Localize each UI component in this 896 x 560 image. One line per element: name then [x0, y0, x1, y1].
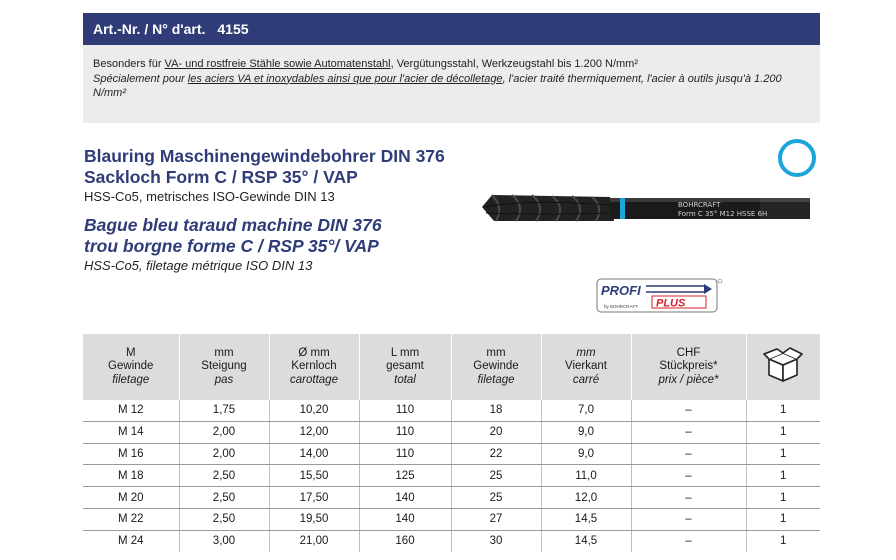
cell-square: 7,0	[541, 400, 631, 421]
cell-square: 9,0	[541, 443, 631, 465]
cell-qty: 1	[746, 421, 820, 443]
cell-pitch: 1,75	[179, 400, 269, 421]
cell-thread-len: 27	[451, 508, 541, 530]
cell-qty: 1	[746, 400, 820, 421]
col-header-pitch: mm Steigung pas	[179, 334, 269, 400]
cell-price: –	[631, 530, 746, 551]
description-fr	[93, 72, 810, 101]
cell-pitch: 2,50	[179, 487, 269, 509]
cell-length: 160	[359, 530, 451, 551]
cell-core: 12,00	[269, 421, 359, 443]
cell-thread-len: 25	[451, 487, 541, 509]
table-row	[83, 530, 820, 551]
col-header-thread-length: mm Gewinde filetage	[451, 334, 541, 400]
col-header-thread: M Gewinde filetage	[83, 334, 179, 400]
title-fr-line2: trou borgne forme C / RSP 35°/ VAP	[84, 236, 379, 256]
col-header-price: CHF Stückpreis* prix / pièce*	[631, 334, 746, 400]
description-fr-after: , l'acier traité thermiquement, l'acier à outils jusqu'à 1.200 N/mm²	[93, 72, 782, 99]
cell-price: –	[631, 508, 746, 530]
cell-price: –	[631, 487, 746, 509]
description-fr-before: Spécialement pour	[93, 72, 188, 85]
cell-qty: 1	[746, 487, 820, 509]
cell-core: 17,50	[269, 487, 359, 509]
cell-qty: 1	[746, 465, 820, 487]
cell-thread: M 14	[83, 421, 179, 443]
col-header-square: mm Vierkant carré	[541, 334, 631, 400]
cell-price: –	[631, 400, 746, 421]
cell-square: 14,5	[541, 508, 631, 530]
description-box	[83, 45, 820, 123]
table-row	[83, 465, 820, 487]
cell-length: 140	[359, 487, 451, 509]
cell-thread-len: 22	[451, 443, 541, 465]
title-fr-line1: Bague bleu taraud machine DIN 376	[84, 215, 382, 235]
cell-thread-len: 25	[451, 465, 541, 487]
cell-length: 110	[359, 400, 451, 421]
cell-length: 110	[359, 443, 451, 465]
subtitle-de: HSS-Co5, metrisches ISO-Gewinde DIN 13	[84, 189, 335, 204]
table-row	[83, 421, 820, 443]
col-header-core: Ø mm Kernloch carottage	[269, 334, 359, 400]
tool-brand-text: BOHRCRAFT	[678, 201, 721, 209]
tool-marking-text: Form C 35° M12 HSSE 6H	[678, 210, 768, 218]
description-de-after: , Vergütungsstahl, Werkzeugstahl bis 1.200 N/mm²	[390, 58, 639, 70]
cell-length: 125	[359, 465, 451, 487]
cell-square: 9,0	[541, 421, 631, 443]
cell-qty: 1	[746, 508, 820, 530]
cell-qty: 1	[746, 443, 820, 465]
cell-pitch: 3,00	[179, 530, 269, 551]
logo-word-plus: PLUS	[656, 297, 686, 310]
description-de-before: Besonders für	[93, 58, 165, 70]
table-header-row	[83, 334, 820, 400]
description-de	[93, 57, 810, 72]
article-number-bar	[83, 13, 820, 45]
col-header-package	[746, 334, 820, 400]
subtitle-fr: HSS-Co5, filetage métrique ISO DIN 13	[84, 258, 313, 273]
cell-core: 21,00	[269, 530, 359, 551]
article-number-value: 4155	[217, 21, 249, 37]
col-header-length: L mm gesamt total	[359, 334, 451, 400]
blue-ring-icon	[778, 139, 816, 177]
cell-pitch: 2,00	[179, 443, 269, 465]
cell-pitch: 2,50	[179, 508, 269, 530]
cell-price: –	[631, 443, 746, 465]
cell-thread-len: 30	[451, 530, 541, 551]
cell-core: 10,20	[269, 400, 359, 421]
table-row	[83, 487, 820, 509]
profi-plus-logo	[596, 278, 724, 314]
table-row	[83, 400, 820, 421]
cell-thread: M 24	[117, 535, 144, 548]
cell-core: 15,50	[269, 465, 359, 487]
article-number-label: Art.-Nr. / N° d'art.	[93, 21, 206, 37]
cell-qty: 1	[746, 530, 820, 551]
cell-thread: M 18	[83, 465, 179, 487]
title-de-line2: Sackloch Form C / RSP 35° / VAP	[84, 167, 358, 187]
description-de-underlined: VA- und rostfreie Stähle sowie Automatenstahl	[164, 58, 391, 70]
cell-pitch: 2,00	[179, 421, 269, 443]
cell-length: 110	[359, 421, 451, 443]
cell-core: 19,50	[269, 508, 359, 530]
cell-thread-len: 20	[451, 421, 541, 443]
cell-square: 12,0	[541, 487, 631, 509]
cell-thread: M 12	[83, 400, 179, 421]
cell-pitch: 2,50	[179, 465, 269, 487]
description-fr-underlined: les aciers VA et inoxydables ainsi que pour l'acier de décolletage	[187, 72, 503, 85]
cell-thread: M 20	[83, 487, 179, 509]
cell-square: 11,0	[541, 465, 631, 487]
cell-core: 14,00	[269, 443, 359, 465]
cell-thread: M 22	[83, 508, 179, 530]
table-row	[83, 508, 820, 530]
box-icon	[763, 345, 803, 385]
cell-price: –	[631, 465, 746, 487]
title-de-line1: Blauring Maschinengewindebohrer DIN 376	[84, 146, 445, 166]
logo-word-profi: PROFI	[601, 283, 641, 298]
tap-tool-image	[482, 185, 822, 233]
cell-thread: M 16	[83, 443, 179, 465]
cell-thread-len: 18	[451, 400, 541, 421]
table-row	[83, 443, 820, 465]
cell-length: 140	[359, 508, 451, 530]
cell-price: –	[631, 421, 746, 443]
logo-byline: by BOHRCRAFT	[604, 304, 639, 309]
spec-table	[83, 334, 820, 552]
cell-square: 14,5	[541, 530, 631, 551]
product-title-block	[84, 146, 445, 274]
